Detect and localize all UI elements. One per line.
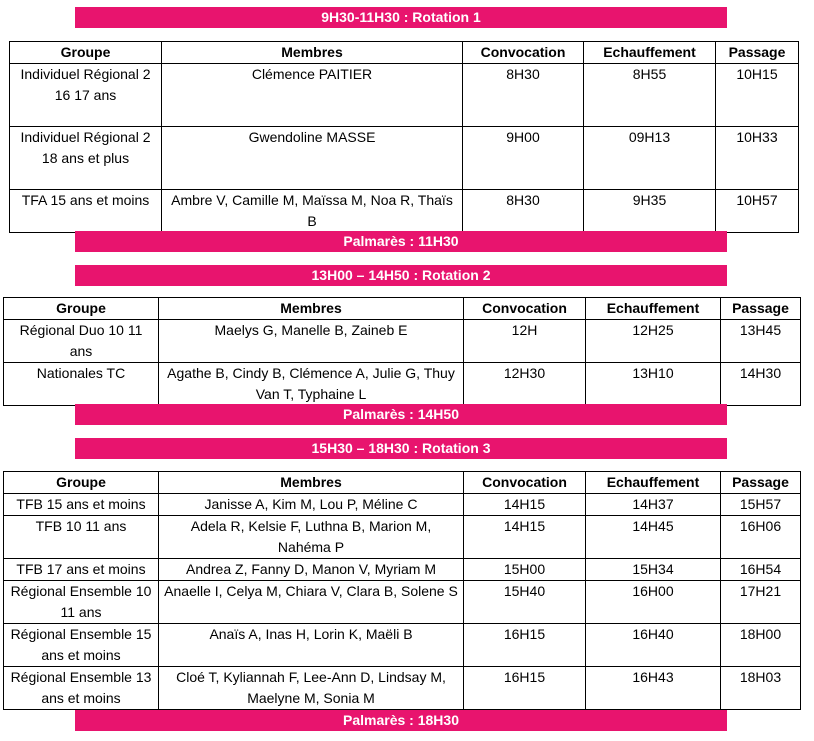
rotation-3-title: 15H30 – 18H30 : Rotation 3 <box>75 438 727 459</box>
cell-membres: Ambre V, Camille M, Maïssa M, Noa R, Thaïs B <box>162 190 463 233</box>
cell-groupe: Régional Ensemble 10 11 ans <box>4 581 159 624</box>
cell-echauffement: 16H00 <box>586 581 721 624</box>
cell-groupe: Individuel Régional 2 16 17 ans <box>10 64 162 127</box>
rotation-1-table <box>9 41 799 233</box>
table-row <box>4 320 801 363</box>
column-header-convocation: Convocation <box>463 42 584 64</box>
cell-echauffement: 13H10 <box>586 363 721 406</box>
cell-echauffement: 8H55 <box>584 64 716 127</box>
cell-echauffement: 14H37 <box>586 494 721 516</box>
cell-passage: 13H45 <box>721 320 801 363</box>
column-header-passage: Passage <box>721 298 801 320</box>
cell-passage: 10H33 <box>716 127 799 190</box>
cell-passage: 18H00 <box>721 624 801 667</box>
cell-groupe: TFB 15 ans et moins <box>4 494 159 516</box>
table-row <box>4 581 801 624</box>
cell-passage: 10H57 <box>716 190 799 233</box>
cell-convocation: 15H00 <box>464 559 586 581</box>
table-row <box>4 624 801 667</box>
cell-membres: Agathe B, Cindy B, Clémence A, Julie G, Thuy Van T, Typhaine L <box>159 363 464 406</box>
cell-convocation: 12H30 <box>464 363 586 406</box>
cell-convocation: 8H30 <box>463 190 584 233</box>
cell-passage: 16H06 <box>721 516 801 559</box>
cell-convocation: 9H00 <box>463 127 584 190</box>
table-header-row <box>10 42 799 64</box>
cell-passage: 15H57 <box>721 494 801 516</box>
rotation-2-palmares: Palmarès : 14H50 <box>75 404 727 425</box>
cell-convocation: 14H15 <box>464 516 586 559</box>
cell-membres: Andrea Z, Fanny D, Manon V, Myriam M <box>159 559 464 581</box>
cell-convocation: 16H15 <box>464 667 586 710</box>
column-header-membres: Membres <box>162 42 463 64</box>
cell-echauffement: 16H40 <box>586 624 721 667</box>
table-row <box>4 363 801 406</box>
cell-membres: Cloé T, Kyliannah F, Lee-Ann D, Lindsay M, Maelyne M, Sonia M <box>159 667 464 710</box>
cell-echauffement: 15H34 <box>586 559 721 581</box>
cell-groupe: Nationales TC <box>4 363 159 406</box>
column-header-groupe: Groupe <box>4 298 159 320</box>
cell-membres: Gwendoline MASSE <box>162 127 463 190</box>
cell-membres: Adela R, Kelsie F, Luthna B, Marion M, Nahéma P <box>159 516 464 559</box>
table-header-row <box>4 298 801 320</box>
cell-convocation: 15H40 <box>464 581 586 624</box>
cell-echauffement: 12H25 <box>586 320 721 363</box>
column-header-passage: Passage <box>721 472 801 494</box>
column-header-echauffement: Echauffement <box>586 472 721 494</box>
cell-groupe: Régional Ensemble 13 ans et moins <box>4 667 159 710</box>
column-header-passage: Passage <box>716 42 799 64</box>
rotation-2-title: 13H00 – 14H50 : Rotation 2 <box>75 265 727 286</box>
column-header-membres: Membres <box>159 472 464 494</box>
column-header-convocation: Convocation <box>464 298 586 320</box>
cell-membres: Clémence PAITIER <box>162 64 463 127</box>
cell-echauffement: 9H35 <box>584 190 716 233</box>
rotation-1-palmares: Palmarès : 11H30 <box>75 231 727 252</box>
column-header-convocation: Convocation <box>464 472 586 494</box>
cell-passage: 18H03 <box>721 667 801 710</box>
cell-convocation: 16H15 <box>464 624 586 667</box>
cell-convocation: 8H30 <box>463 64 584 127</box>
cell-echauffement: 14H45 <box>586 516 721 559</box>
table-row <box>4 494 801 516</box>
column-header-groupe: Groupe <box>10 42 162 64</box>
table-row <box>10 190 799 233</box>
rotation-2-table <box>3 297 801 406</box>
cell-membres: Anaelle I, Celya M, Chiara V, Clara B, Solene S <box>159 581 464 624</box>
cell-passage: 10H15 <box>716 64 799 127</box>
rotation-1-title: 9H30-11H30 : Rotation 1 <box>75 7 727 28</box>
cell-membres: Janisse A, Kim M, Lou P, Méline C <box>159 494 464 516</box>
rotation-3-table <box>3 471 801 710</box>
cell-echauffement: 16H43 <box>586 667 721 710</box>
cell-convocation: 14H15 <box>464 494 586 516</box>
column-header-echauffement: Echauffement <box>586 298 721 320</box>
cell-convocation: 12H <box>464 320 586 363</box>
cell-membres: Maelys G, Manelle B, Zaineb E <box>159 320 464 363</box>
cell-groupe: TFB 17 ans et moins <box>4 559 159 581</box>
column-header-groupe: Groupe <box>4 472 159 494</box>
table-header-row <box>4 472 801 494</box>
cell-groupe: Régional Duo 10 11 ans <box>4 320 159 363</box>
cell-groupe: TFB 10 11 ans <box>4 516 159 559</box>
table-row <box>10 64 799 127</box>
table-row <box>4 667 801 710</box>
cell-passage: 14H30 <box>721 363 801 406</box>
cell-groupe: TFA 15 ans et moins <box>10 190 162 233</box>
cell-membres: Anaïs A, Inas H, Lorin K, Maëli B <box>159 624 464 667</box>
column-header-membres: Membres <box>159 298 464 320</box>
cell-echauffement: 09H13 <box>584 127 716 190</box>
table-row <box>4 516 801 559</box>
cell-groupe: Individuel Régional 2 18 ans et plus <box>10 127 162 190</box>
table-row <box>10 127 799 190</box>
cell-groupe: Régional Ensemble 15 ans et moins <box>4 624 159 667</box>
rotation-3-palmares: Palmarès : 18H30 <box>75 710 727 731</box>
cell-passage: 17H21 <box>721 581 801 624</box>
column-header-echauffement: Echauffement <box>584 42 716 64</box>
cell-passage: 16H54 <box>721 559 801 581</box>
table-row <box>4 559 801 581</box>
